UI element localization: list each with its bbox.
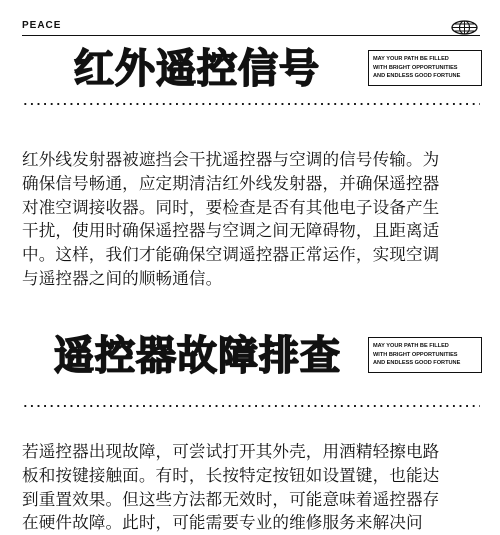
slogan-line: WITH BRIGHT OPPORTUNITIES bbox=[373, 351, 458, 358]
section-paragraph bbox=[22, 148, 482, 291]
paragraph-line: 中。这样，我们才能确保空调遥控器正常运作，实现空调 bbox=[22, 245, 440, 265]
top-bar bbox=[0, 0, 500, 40]
slogan-line: MAY YOUR PATH BE FILLED bbox=[373, 343, 449, 349]
top-divider bbox=[22, 35, 480, 36]
globe-icon bbox=[451, 20, 478, 35]
slogan-box bbox=[368, 50, 482, 86]
paragraph-line: 干扰，使用时确保遥控器与空调之间无障碍物，且距离适 bbox=[22, 221, 440, 241]
slogan-line: WITH BRIGHT OPPORTUNITIES bbox=[373, 64, 458, 71]
section-paragraph bbox=[22, 440, 482, 535]
paragraph-line: 板和按键接触面。有时，长按特定按钮如设置键，也能达 bbox=[22, 465, 440, 485]
section-heading-ir-signal: 红外遥控信号 bbox=[74, 46, 320, 92]
paragraph-line: 与遥控器之间的顺畅通信。 bbox=[22, 268, 223, 288]
paragraph-line: 确保信号畅通，应定期清洁红外线发射器，并确保遥控器 bbox=[22, 173, 440, 193]
paragraph-line: 若遥控器出现故障，可尝试打开其外壳，用酒精轻擦电路 bbox=[22, 442, 440, 461]
slogan-line: AND ENDLESS GOOD FORTUNE bbox=[373, 73, 461, 79]
slogan-box bbox=[368, 337, 482, 373]
dotted-divider bbox=[22, 405, 480, 407]
slogan-line: AND ENDLESS GOOD FORTUNE bbox=[373, 360, 461, 366]
paragraph-line: 到重置效果。但这些方法都无效时，可能意味着遥控器存 bbox=[22, 489, 440, 509]
section-heading-troubleshooting: 遥控器故障排查 bbox=[54, 333, 341, 379]
slogan-line: MAY YOUR PATH BE FILLED bbox=[373, 56, 449, 62]
paragraph-line: 在硬件故障。此时，可能需要专业的维修服务来解决问 bbox=[22, 513, 423, 533]
paragraph-line: 对准空调接收器。同时，要检查是否有其他电子设备产生 bbox=[22, 197, 440, 217]
brand-label: PEACE bbox=[22, 20, 62, 31]
dotted-divider bbox=[22, 103, 480, 105]
paragraph-line: 红外线发射器被遮挡会干扰遥控器与空调的信号传输。为 bbox=[22, 150, 440, 169]
